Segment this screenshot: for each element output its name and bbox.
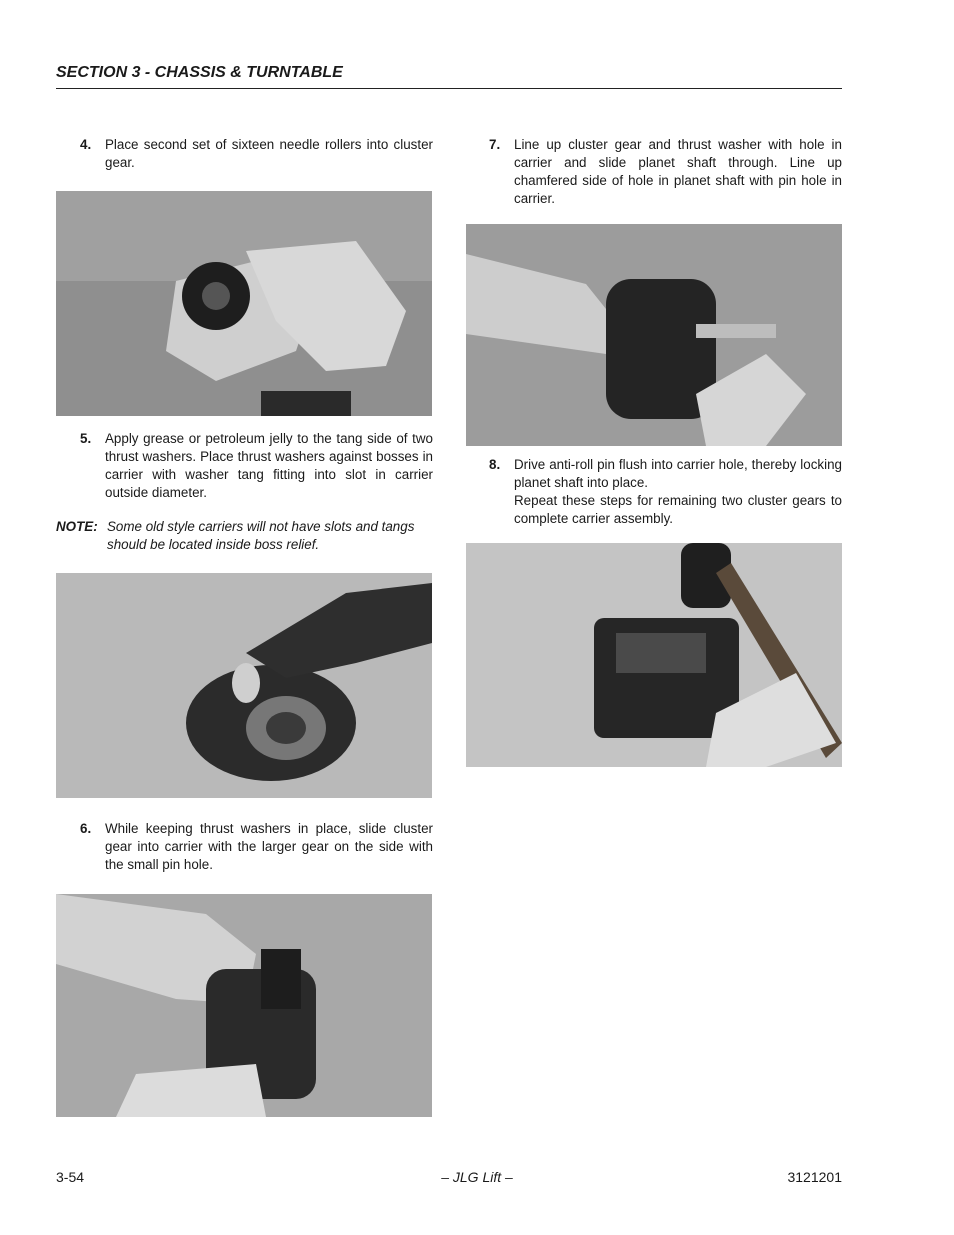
step-text-continued: Repeat these steps for remaining two cluster gears to complete carrier assembly. (514, 493, 842, 526)
photo-planet-shaft (466, 224, 842, 446)
step-4 (80, 136, 433, 172)
step-text: Apply grease or petroleum jelly to the tang side of two thrust washers. Place thrust washers against bosses in carrier with washer tang fitting into slot in carrier outside diameter. (105, 431, 433, 500)
footer-brand: – JLG Lift – (441, 1169, 513, 1185)
note (56, 518, 433, 554)
step-8 (489, 456, 842, 528)
step-5 (80, 430, 433, 502)
photo-anti-roll-pin (466, 543, 842, 767)
step-6 (80, 820, 433, 874)
step-number: 8. (489, 457, 501, 472)
step-number: 4. (80, 137, 92, 152)
photo-cluster-gear (56, 894, 432, 1117)
section-header: SECTION 3 - CHASSIS & TURNTABLE (56, 64, 842, 89)
step-text: While keeping thrust washers in place, slide cluster gear into carrier with the larger gear on the side with the small pin hole. (105, 821, 433, 872)
page-number: 3-54 (56, 1169, 85, 1185)
photo-thrust-washers (56, 573, 432, 798)
step-text: Drive anti-roll pin flush into carrier hole, thereby locking planet shaft into place. (514, 457, 842, 490)
step-number: 5. (80, 431, 92, 446)
step-number: 7. (489, 137, 501, 152)
step-7 (489, 136, 842, 208)
step-text: Line up cluster gear and thrust washer with hole in carrier and slide planet shaft through. Line up chamfered side of hole in planet shaft with pin hole in carrier. (514, 137, 842, 206)
step-number: 6. (80, 821, 92, 836)
note-text: Some old style carriers will not have slots and tangs should be located inside boss relief. (107, 519, 415, 552)
step-text: Place second set of sixteen needle rollers into cluster gear. (105, 137, 433, 170)
photo-needle-rollers (56, 191, 432, 416)
document-number: 3121201 (787, 1169, 842, 1185)
note-label: NOTE: (56, 519, 98, 534)
